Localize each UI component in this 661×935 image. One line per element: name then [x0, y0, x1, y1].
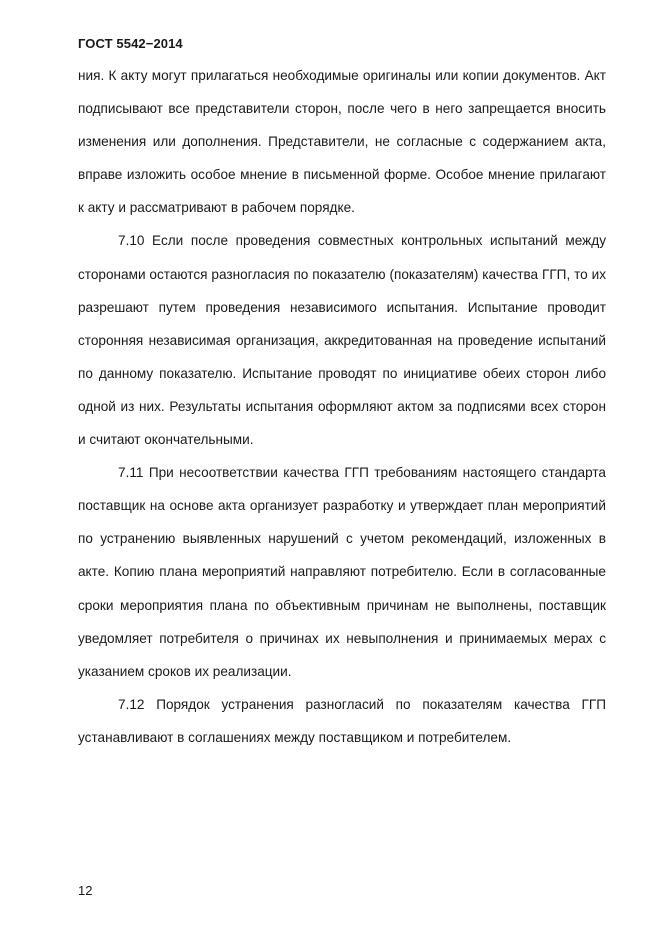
paragraph-7-11: 7.11 При несоответствии качества ГГП требованиям настоящего стандарта поставщик на основе акта организует разработку и утверждает план мероприятий по устранению выявленных нарушений с учетом рекомендаций, изложенных в акте. Копию плана мероприятий направляют потребителю. Если в согласованные сроки мероприятия плана по объективным причинам не выполнены, поставщик уведомляет потребителя о причинах их невыполнения и принимаемых мерах с указанием сроков их реализации. — [78, 465, 606, 679]
paragraph-7-10: 7.10 Если после проведения совместных контрольных испытаний между сторонами остаются разногласия по показателю (показателям) качества ГГП, то их разрешают путем проведения независимого испытания. Испытание проводит сторонняя независимая организация, аккредитованная на проведение испытаний по данному показателю. Испытание проводят по инициативе обеих сторон либо одной из них. Результаты испытания оформляют актом за подписями всех сторон и считают окончательными. — [78, 233, 606, 448]
document-body — [78, 59, 606, 754]
paragraph-continuation: ния. К акту могут прилагаться необходимые оригиналы или копии документов. Акт подписывают все представители сторон, после чего в него запрещается вносить изменения или дополнения. Представители, не согласные с содержанием акта, вправе изложить особое мнение в письменной форме. Особое мнение прилагают к акту и рассматривают в рабочем порядке. — [78, 68, 606, 216]
paragraph-7-12: 7.12 Порядок устранения разногласий по показателям качества ГГП устанавливают в соглашениях между поставщиком и потребителем. — [78, 696, 606, 745]
page-number: 12 — [78, 883, 93, 898]
document-header: ГОСТ 5542−2014 — [78, 36, 183, 51]
